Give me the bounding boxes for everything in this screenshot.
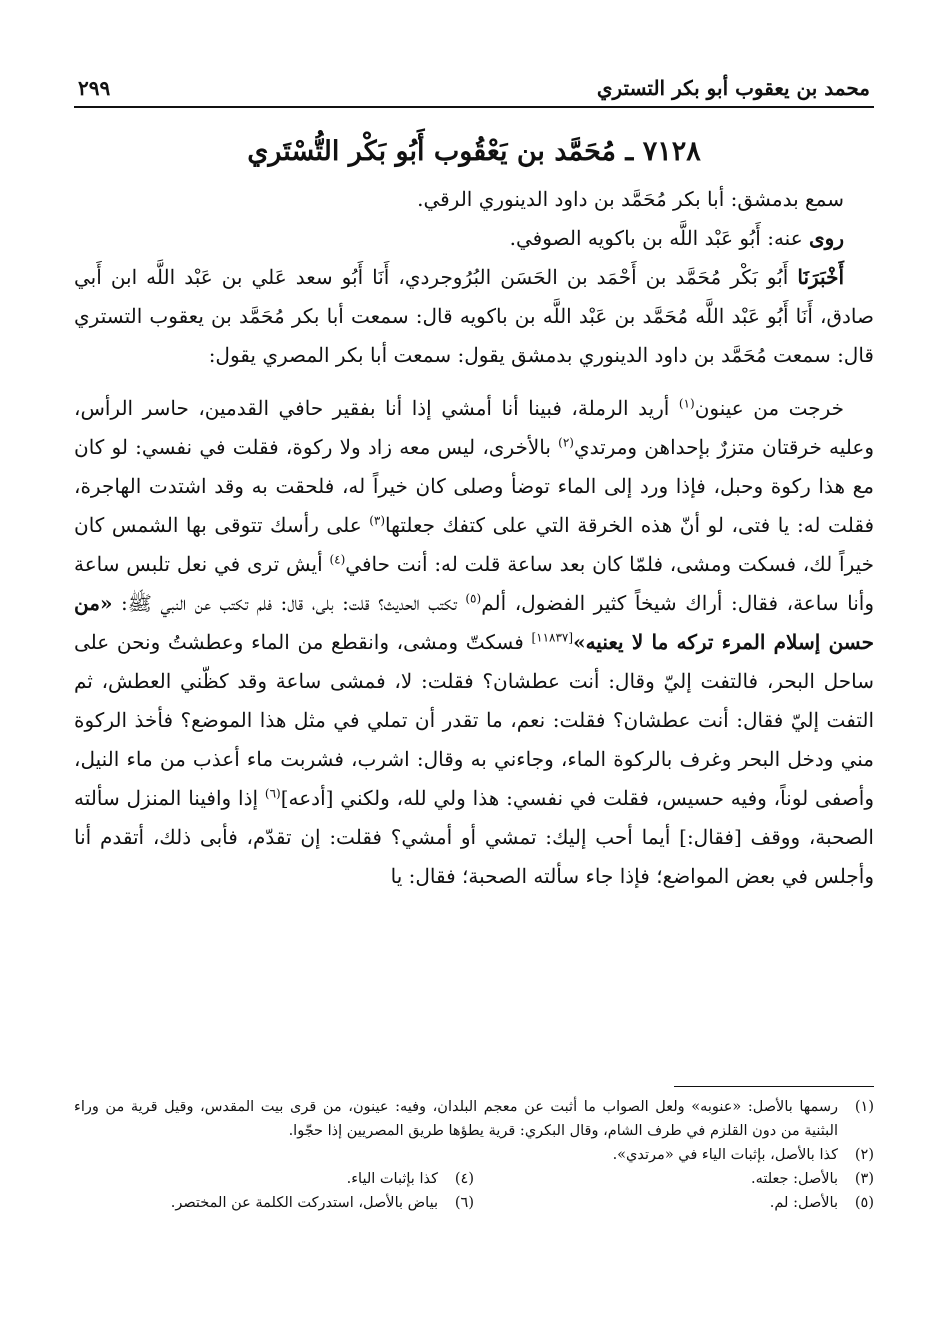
story-text: أيش ترى في نعل تلبس ساعة وأنا ساعة، فقال: أراك شيخاً كثير الفضول، ألم — [74, 552, 875, 615]
narrated-line — [74, 219, 874, 258]
footnote-text: بالأصل: جعلته. — [750, 1171, 838, 1187]
footnote-ref[interactable]: (٢) — [558, 435, 574, 450]
story-text: إذا وافينا المنزل سألته الصحبة، ووقف [فقال:] أيما أحب إليك: تمشي أو أمشي؟ فقلت: إن تقدّم، فأبى ذلك، أتقدم أنا وأجلس في بعض المواضع؛ فإذا جاء سألته الصحبة؛ فقال: يا — [74, 786, 874, 888]
story-text: خرجت من عينون — [694, 396, 845, 420]
footnote-ref[interactable]: (٣) — [369, 513, 386, 528]
hadith-quote: «من حسن إسلام المرء تركه ما لا يعنيه» — [74, 591, 874, 654]
footnote-number: (٣) — [854, 1171, 874, 1187]
page-number: ٢٩٩ — [78, 76, 111, 100]
story-text: تكتب الحديث؟ قلت: بلى، قال: فلم تكتب عن النبي ﷺ: — [112, 591, 466, 615]
footnote-rule — [674, 1086, 874, 1087]
footnote-number: (٢) — [854, 1147, 874, 1163]
footnote-row — [74, 1191, 874, 1215]
heard-line: سمع بدمشق: أبا بكر مُحَمَّد بن داود الدينوري الرقي. — [417, 187, 844, 211]
footnote-ref[interactable]: (٤) — [329, 552, 346, 567]
footnote-ref[interactable]: (٦) — [264, 786, 281, 801]
footnote — [474, 1191, 874, 1215]
entry-title: ٧١٢٨ ـ مُحَمَّد بن يَعْقُوب أَبُو بَكْر التُّسْتَري — [247, 136, 701, 167]
story-text: بالأخرى، ليس معه زاد ولا ركوة، فقلت في نفسي: لو كان مع هذا ركوة وحبل، فإذا ورد إلى الماء توضأ وصلى كان خيراً له، فلحقت به وقد اشتدت الهاجرة، فقلت له: يا فتى، لو أنّ هذه الخرقة التي على كتفك جعلتها — [74, 435, 874, 537]
footnote-ref[interactable]: (١) — [678, 396, 695, 411]
footnote-number: (٦) — [454, 1195, 474, 1211]
footnote — [74, 1167, 474, 1191]
footnote-ref[interactable]: (٥) — [465, 591, 482, 606]
footnote-text: بياض بالأصل، استدركت الكلمة عن المختصر. — [170, 1195, 438, 1211]
footnote — [74, 1191, 474, 1215]
story-text: فسكتّ ومشى، وانقطع من الماء وعطشتُ ونحن على ساحل البحر، فالتفت إليّ وقال: أنت عطشان؟ فقلت: لا، فمشى ساعة وقد كظّني العطش، ثم التفت إليّ فقال: أنت عطشان؟ فقلت: نعم، ما تقدر أن تملي في مثل هذا الموضع؟ فأخذ الركوة مني ودخل البحر وغرف بالركوة الماء، وجاءني به وقال: اشرب، فشربت ماء أعذب من ماء النيل، وأصفى لوناً، وفيه حسيس، فقلت في نفسي: هذا ولي لله، ولكني [أدعه] — [74, 630, 875, 810]
footnote — [474, 1167, 874, 1191]
book-page — [74, 58, 874, 896]
footnote-text: رسمها بالأصل: «عنوبه» ولعل الصواب ما أثبت عن معجم البلدان، وفيه: عينون، من قرى بيت المقدس، وقيل قرية من وراء البثنية من دون القلزم في طرف الشام، وقال البكري: قرية يطؤها طريق المصريين إذا حجّوا. — [74, 1099, 838, 1139]
story-text: على رأسك تتوقى بها الشمس كان خيراً لك، فسكت ومشى، فلمّا كان بعد ساعة قلت له: أنت حافي — [74, 513, 874, 576]
hadith-number: [١١٨٣٧] — [531, 630, 574, 645]
isnad-paragraph — [74, 258, 874, 375]
footnote — [74, 1095, 874, 1143]
story-text: أريد الرملة، فبينا أنا أمشي إذا أنا بفقير حافي القدمين، حاسر الرأس، وعليه خرقتان متزرٌ بإحداهن ومرتدي — [74, 396, 874, 459]
footnote-text: بالأصل: لم. — [769, 1195, 838, 1211]
running-title: محمد بن يعقوب أبو بكر التستري — [596, 76, 870, 100]
running-header — [74, 58, 874, 108]
entry-body — [74, 180, 874, 896]
footnote-row — [74, 1167, 874, 1191]
isnad-lead: أَخْبَرَنَا — [797, 265, 844, 289]
footnotes — [74, 1086, 874, 1215]
footnote-number: (٥) — [854, 1195, 874, 1211]
footnote-number: (٤) — [454, 1171, 474, 1187]
footnote-text: كذا بالأصل، بإثبات الياء في «مرتدي». — [612, 1147, 838, 1163]
footnote-text: كذا بإثبات الياء. — [346, 1171, 438, 1187]
footnote — [74, 1143, 874, 1167]
isnad-text: أَبُو بَكْر مُحَمَّد بن أَحْمَد بن الحَسَن البُرُوجردي، أَنَا أَبُو سعد عَلي بن عَبْد اللَّه ابن أَبي صادق، أَنَا أَبُو عَبْد اللَّه مُحَمَّد بن عَبْد اللَّه بن باكويه قال: سمعت أبا بكر مُحَمَّد بن يعقوب التستري قال: سمعت مُحَمَّد بن داود الدينوري بدمشق يقول: سمعت أبا بكر المصري يقول: — [74, 265, 874, 367]
story-paragraph — [74, 389, 874, 896]
narrated-text: عنه: أَبُو عَبْد اللَّه بن باكويه الصوفي. — [509, 226, 810, 250]
narrated-lead: روى — [809, 226, 844, 250]
footnote-number: (١) — [854, 1099, 874, 1115]
